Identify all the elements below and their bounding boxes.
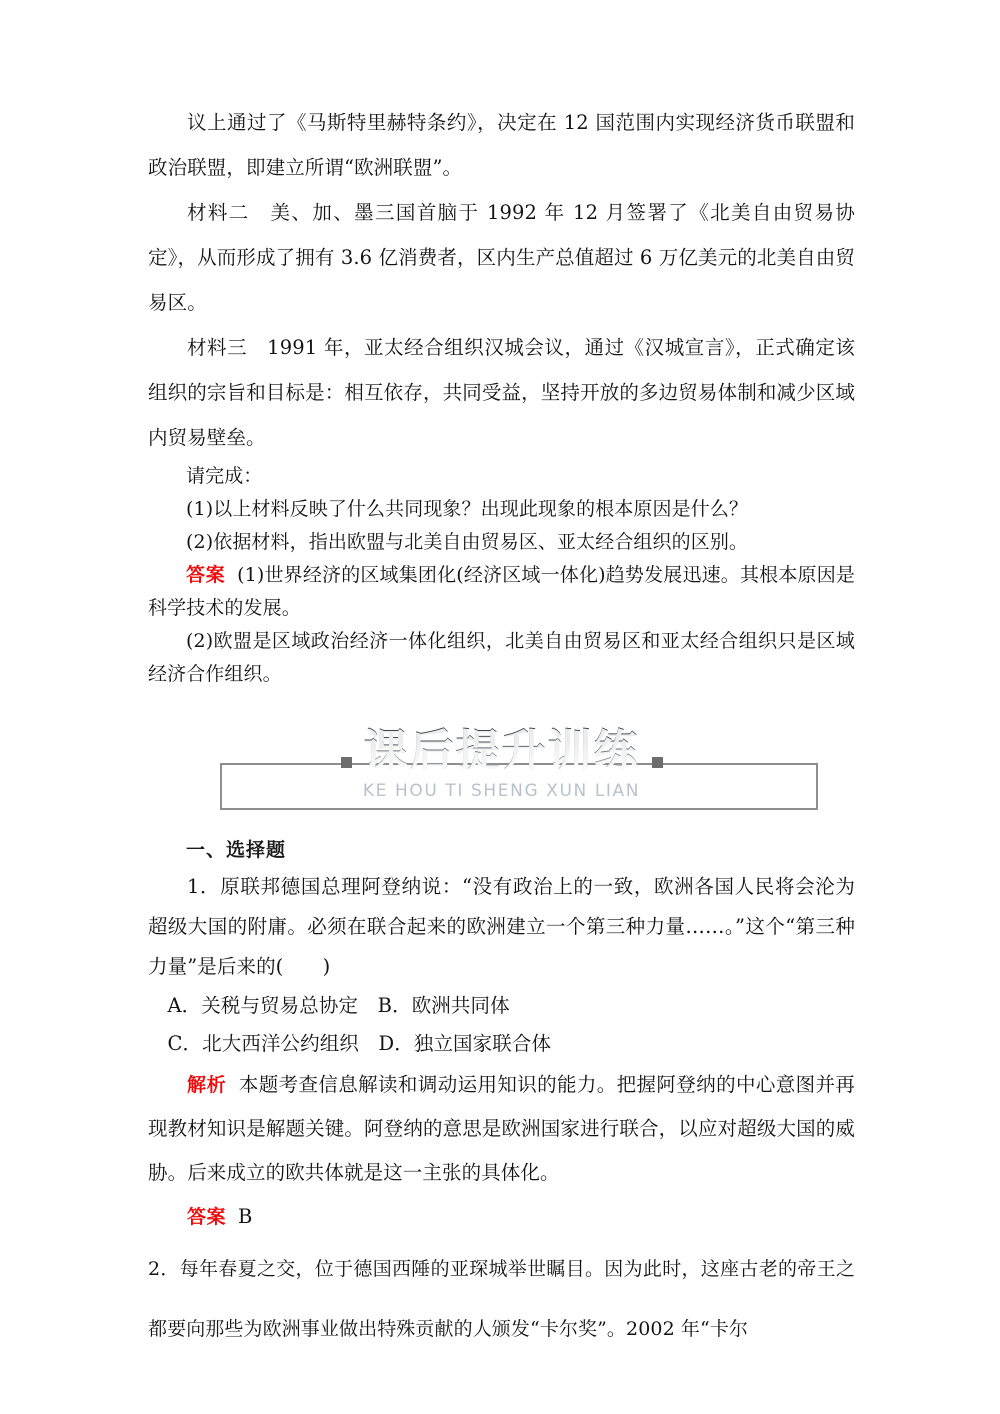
prompt-and-answer-section (148, 460, 855, 691)
answer-paragraph-2: (2)欧盟是区域政治经济一体化组织，北美自由贸易区和亚太经合组织只是区域经济合作组织。 (148, 630, 855, 685)
prompt-question-2: (2)依据材料，指出欧盟与北美自由贸易区、亚太经合组织的区别。 (186, 531, 749, 553)
square-bullet-icon-right (652, 757, 663, 768)
answer-value-q1: B (238, 1205, 253, 1228)
analysis-paragraph (148, 1063, 855, 1195)
question-2-stem: 2．每年春夏之交，位于德国西陲的亚琛城举世瞩目。因为此时，这座古老的帝王之都要向那些为欧洲事业做出特殊贡献的人颁发“卡尔奖”。2002 年“卡尔 (148, 1258, 855, 1340)
exercises-section (148, 833, 855, 1359)
question-1-analysis (148, 1063, 855, 1195)
analysis-label: 解析 (187, 1074, 227, 1096)
answer-label: 答案 (186, 564, 226, 586)
answer-paragraph-1 (148, 559, 855, 625)
question-1-options (148, 987, 855, 1063)
material-three-paragraph: 材料三 1991 年，亚太经合组织汉城会议，通过《汉城宣言》，正式确定该组织的宗旨和目标是：相互依存，共同受益，坚持开放的多边贸易体制和减少区域内贸易壁垒。 (148, 336, 855, 449)
section-banner (148, 715, 855, 827)
question-1-answer (148, 1195, 855, 1239)
analysis-text: 本题考查信息解读和调动运用知识的能力。把握阿登纳的中心意图并再现教材知识是解题关键。阿登纳的意思是欧洲国家进行联合，以应对超级大国的威胁。后来成立的欧共体就是这一主张的具体化。 (148, 1073, 855, 1184)
question-1-stem: 1．原联邦德国总理阿登纳说：“没有政治上的一致，欧洲各国人民将会沦为超级大国的附庸。必须在联合起来的欧洲建立一个第三种力量……。”这个“第三种力量”是后来的( ) (148, 875, 855, 978)
banner-title: 课后提升训练 (363, 725, 640, 776)
exercise-section-heading: 一、选择题 (186, 839, 287, 861)
banner-pinyin-subtitle: KE HOU TI SHENG XUN LIAN (362, 781, 641, 801)
square-bullet-icon-left (341, 757, 352, 768)
answer-label-q1: 答案 (187, 1206, 227, 1228)
material-two-paragraph: 材料二 美、加、墨三国首脑于 1992 年 12 月签署了《北美自由贸易协定》，从而形成了拥有 3.6 亿消费者，区内生产总值超过 6 万亿美元的北美自由贸易区。 (148, 201, 855, 314)
materials-section (148, 100, 855, 460)
answer-text-1: (1)世界经济的区域集团化(经济区域一体化)趋势发展迅速。其根本原因是科学技术的发展。 (148, 564, 855, 619)
option-line-cd[interactable]: C．北大西洋公约组织 D．独立国家联合体 (167, 1032, 552, 1055)
exercise-item-2 (148, 1239, 855, 1359)
material-one-continuation: 议上通过了《马斯特里赫特条约》，决定在 12 国范围内实现经济货币联盟和政治联盟，即建立所谓“欧洲联盟”。 (148, 111, 855, 179)
exercise-item-1 (148, 867, 855, 987)
prompt-question-1: (1)以上材料反映了什么共同现象？出现此现象的根本原因是什么？ (186, 498, 749, 520)
prompt-heading: 请完成： (186, 465, 263, 487)
option-line-ab[interactable]: A．关税与贸易总协定 B．欧洲共同体 (167, 994, 510, 1017)
banner-title-row (148, 725, 855, 777)
